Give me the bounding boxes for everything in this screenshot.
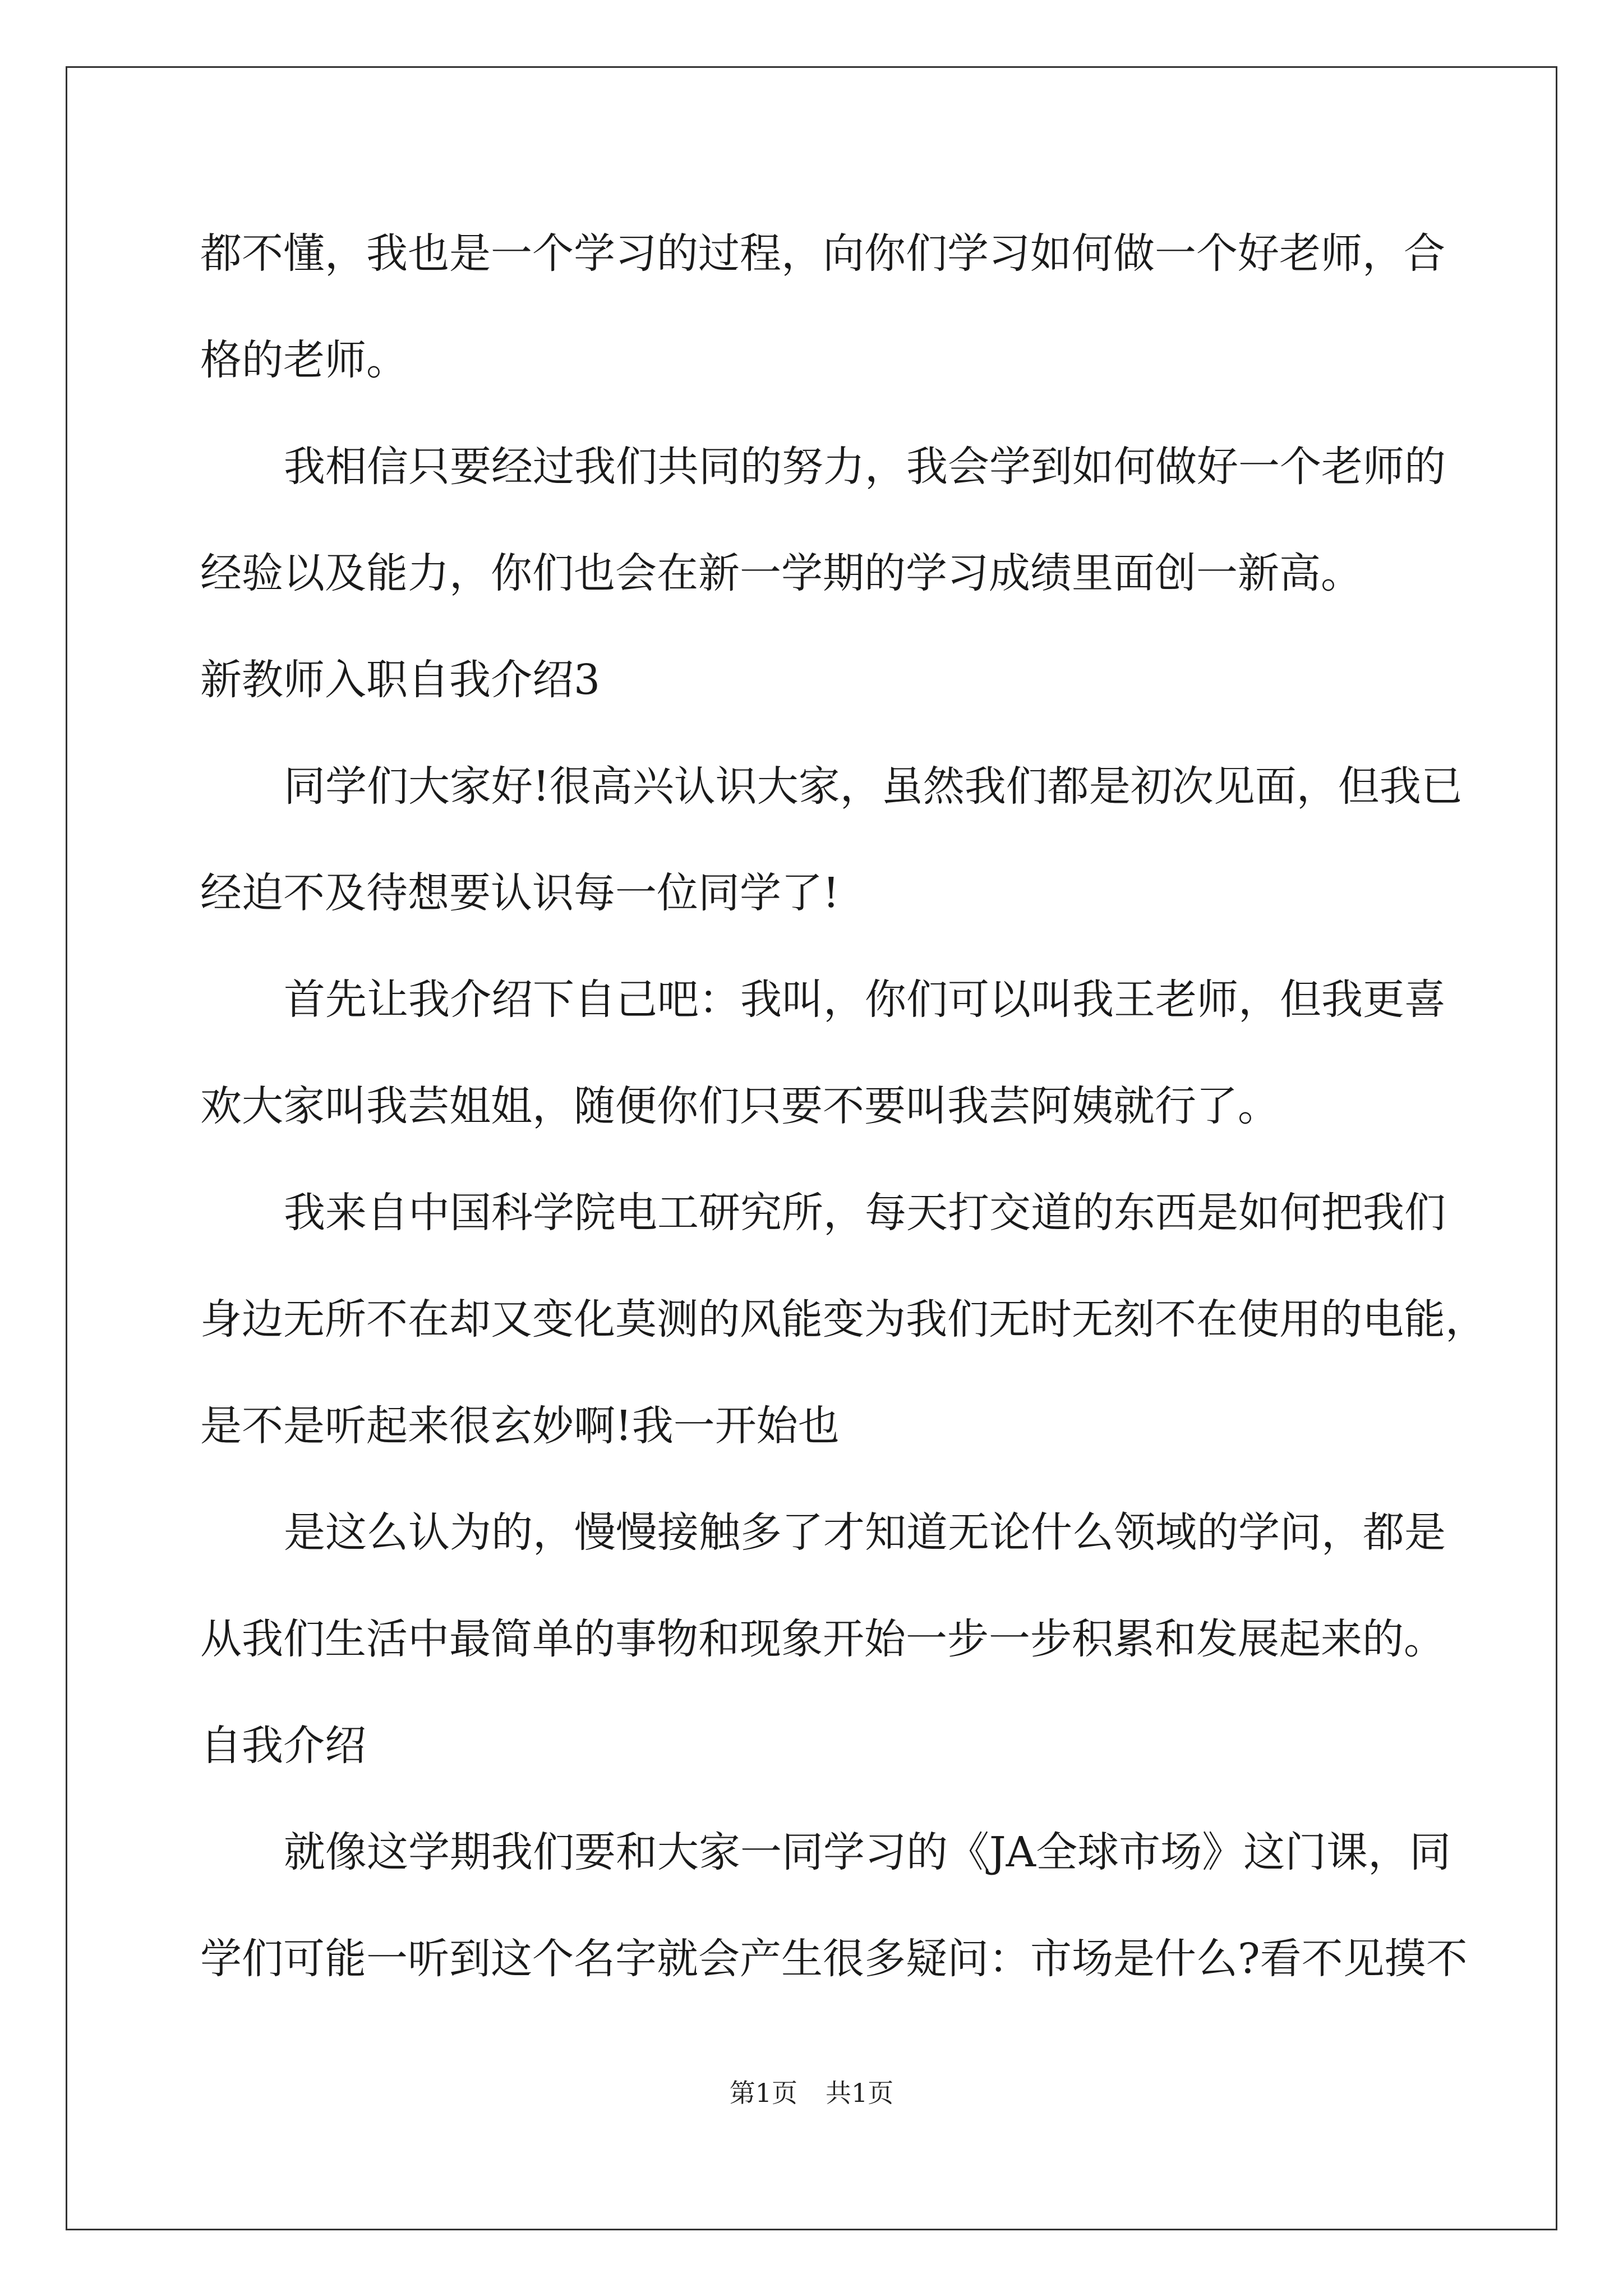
paragraph-line: 都不懂，我也是一个学习的过程，向你们学习如何做一个好老师，合: [200, 229, 1445, 278]
paragraph-line: 欢大家叫我芸姐姐，随便你们只要不要叫我芸阿姨就行了。: [200, 1082, 1279, 1130]
paragraph-line: 学们可能一听到这个名字就会产生很多疑问：市场是什么?看不见摸不: [200, 1935, 1468, 1983]
paragraph-line: 从我们生活中最简单的事物和现象开始一步一步积累和发展起来的。: [200, 1615, 1445, 1663]
paragraph-line: 我相信只要经过我们共同的努力，我会学到如何做好一个老师的: [284, 443, 1446, 491]
paragraph-line: 是这么认为的，慢慢接触多了才知道无论什么领域的学问，都是: [284, 1508, 1446, 1557]
section-heading: 新教师入职自我介绍3: [200, 656, 601, 704]
paragraph-line: 身边无所不在却又变化莫测的风能变为我们无时无刻不在使用的电能，: [200, 1295, 1487, 1343]
paragraph-line: 经迫不及待想要认识每一位同学了!: [200, 869, 840, 917]
paragraph-line: 是不是听起来很玄妙啊!我一开始也: [200, 1402, 840, 1450]
paragraph-line: 经验以及能力，你们也会在新一学期的学习成绩里面创一新高。: [200, 549, 1362, 597]
page-border: [66, 66, 1557, 2230]
section-heading: 自我介绍: [200, 1722, 366, 1770]
paragraph-line: 首先让我介绍下自己吧：我叫，你们可以叫我王老师，但我更喜: [284, 976, 1446, 1024]
paragraph-line: 格的老师。: [200, 336, 408, 384]
paragraph-line: 就像这学期我们要和大家一同学习的《JA全球市场》这门课，同: [284, 1828, 1451, 1876]
paragraph-line: 我来自中国科学院电工研究所，每天打交道的东西是如何把我们: [284, 1189, 1446, 1237]
page-footer: [0, 2080, 1623, 2106]
page-total: 共1页: [826, 2078, 894, 2108]
page-number: 第1页: [729, 2078, 797, 2108]
paragraph-line: 同学们大家好!很高兴认识大家，虽然我们都是初次见面，但我已: [284, 762, 1463, 811]
